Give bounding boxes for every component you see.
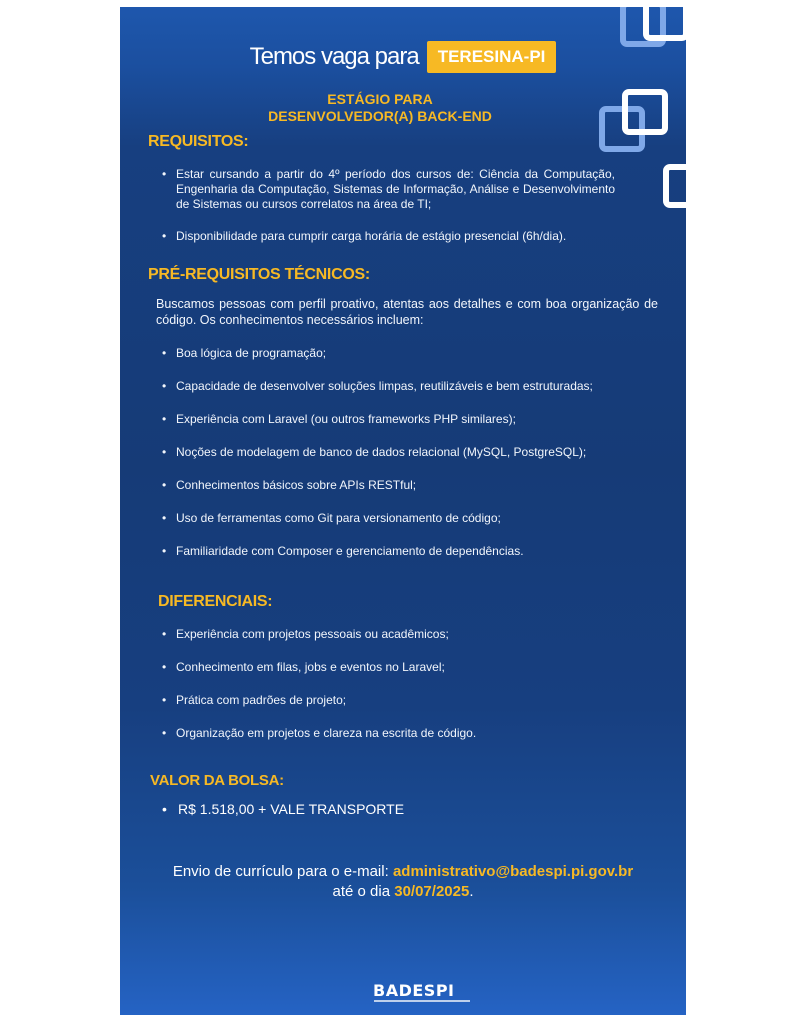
pre-requisitos-heading: PRÉ-REQUISITOS TÉCNICOS: xyxy=(148,266,370,283)
list-item xyxy=(162,693,642,708)
bullet-icon: • xyxy=(162,544,167,558)
diferenciais-heading: DIFERENCIAIS: xyxy=(158,593,273,610)
badespi-logo: BADESPI xyxy=(373,981,455,1000)
job-title-line: ESTÁGIO PARA xyxy=(327,91,433,107)
decorative-square-icon xyxy=(663,164,686,208)
deadline-suffix: . xyxy=(469,883,474,900)
pre-requisitos-intro: Buscamos pessoas com perfil proativo, atentas aos detalhes e com boa organização de código. Os conhecimentos necessários incluem: xyxy=(156,297,658,327)
list-item-text: Conhecimentos básicos sobre APIs RESTful; xyxy=(176,478,417,492)
send-cv-line xyxy=(120,863,686,880)
contact-email[interactable]: administrativo@badespi.pi.gov.br xyxy=(392,863,634,880)
list-item xyxy=(162,379,662,394)
list-item xyxy=(162,478,642,493)
bolsa-value xyxy=(162,801,642,818)
bullet-icon: • xyxy=(162,167,167,181)
list-item xyxy=(162,544,642,559)
city-badge: TERESINA-PI xyxy=(427,41,557,73)
bolsa-value-text: R$ 1.518,00 + VALE TRANSPORTE xyxy=(178,801,405,817)
page-title: Temos vaga para xyxy=(249,43,419,70)
bullet-icon: • xyxy=(162,412,167,426)
list-item-text: Conhecimento em filas, jobs e eventos no Laravel; xyxy=(176,660,445,674)
list-item-text: Capacidade de desenvolver soluções limpas, reutilizáveis e bem estruturadas; xyxy=(176,379,593,393)
list-item xyxy=(162,412,642,427)
decorative-square-icon xyxy=(643,7,686,41)
deadline-line xyxy=(120,883,686,900)
job-title-line: DESENVOLVEDOR(A) BACK-END xyxy=(268,108,492,124)
list-item-text: Uso de ferramentas como Git para versionamento de código; xyxy=(176,511,501,525)
list-item-text: Boa lógica de programação; xyxy=(176,346,327,360)
bullet-icon: • xyxy=(162,726,167,740)
bullet-icon: • xyxy=(162,445,167,459)
list-item-text: Experiência com projetos pessoais ou acadêmicos; xyxy=(176,627,449,641)
list-item-text: Familiaridade com Composer e gerenciamento de dependências. xyxy=(176,544,524,558)
bullet-icon: • xyxy=(162,627,167,641)
decorative-square-icon xyxy=(622,89,668,135)
deadline-date: 30/07/2025 xyxy=(394,883,470,900)
list-item xyxy=(162,445,662,460)
list-item xyxy=(162,726,642,741)
job-poster xyxy=(120,7,686,1015)
bullet-icon: • xyxy=(162,801,167,817)
list-item xyxy=(162,660,642,675)
list-item xyxy=(162,229,615,244)
requisitos-heading: REQUISITOS: xyxy=(148,133,249,150)
deadline-text: até o dia xyxy=(332,883,391,900)
list-item xyxy=(162,627,642,642)
list-item-text: Noções de modelagem de banco de dados relacional (MySQL, PostgreSQL); xyxy=(176,445,587,459)
list-item-text: Disponibilidade para cumprir carga horária de estágio presencial (6h/dia). xyxy=(176,229,567,243)
list-item-text: Prática com padrões de projeto; xyxy=(176,693,347,707)
bullet-icon: • xyxy=(162,478,167,492)
bullet-icon: • xyxy=(162,511,167,525)
bullet-icon: • xyxy=(162,229,167,243)
bullet-icon: • xyxy=(162,693,167,707)
list-item-text: Estar cursando a partir do 4º período dos cursos de: Ciência da Computação, Engenharia da Computação, Sistemas de Informação, Análise e Desenvolvimento de Sistemas ou cursos correlatos na área de TI; xyxy=(176,167,615,211)
logo-tagline-bar xyxy=(374,1000,470,1002)
list-item-text: Experiência com Laravel (ou outros frameworks PHP similares); xyxy=(176,412,516,426)
bullet-icon: • xyxy=(162,346,167,360)
bullet-icon: • xyxy=(162,379,167,393)
list-item xyxy=(162,346,642,361)
send-cv-text: Envio de currículo para o e-mail: xyxy=(172,863,389,880)
job-title xyxy=(200,91,560,125)
list-item-text: Organização em projetos e clareza na escrita de código. xyxy=(176,726,477,740)
list-item xyxy=(162,511,642,526)
bullet-icon: • xyxy=(162,660,167,674)
bolsa-heading: VALOR DA BOLSA: xyxy=(150,772,284,789)
list-item xyxy=(162,167,615,212)
title-row xyxy=(120,41,686,81)
